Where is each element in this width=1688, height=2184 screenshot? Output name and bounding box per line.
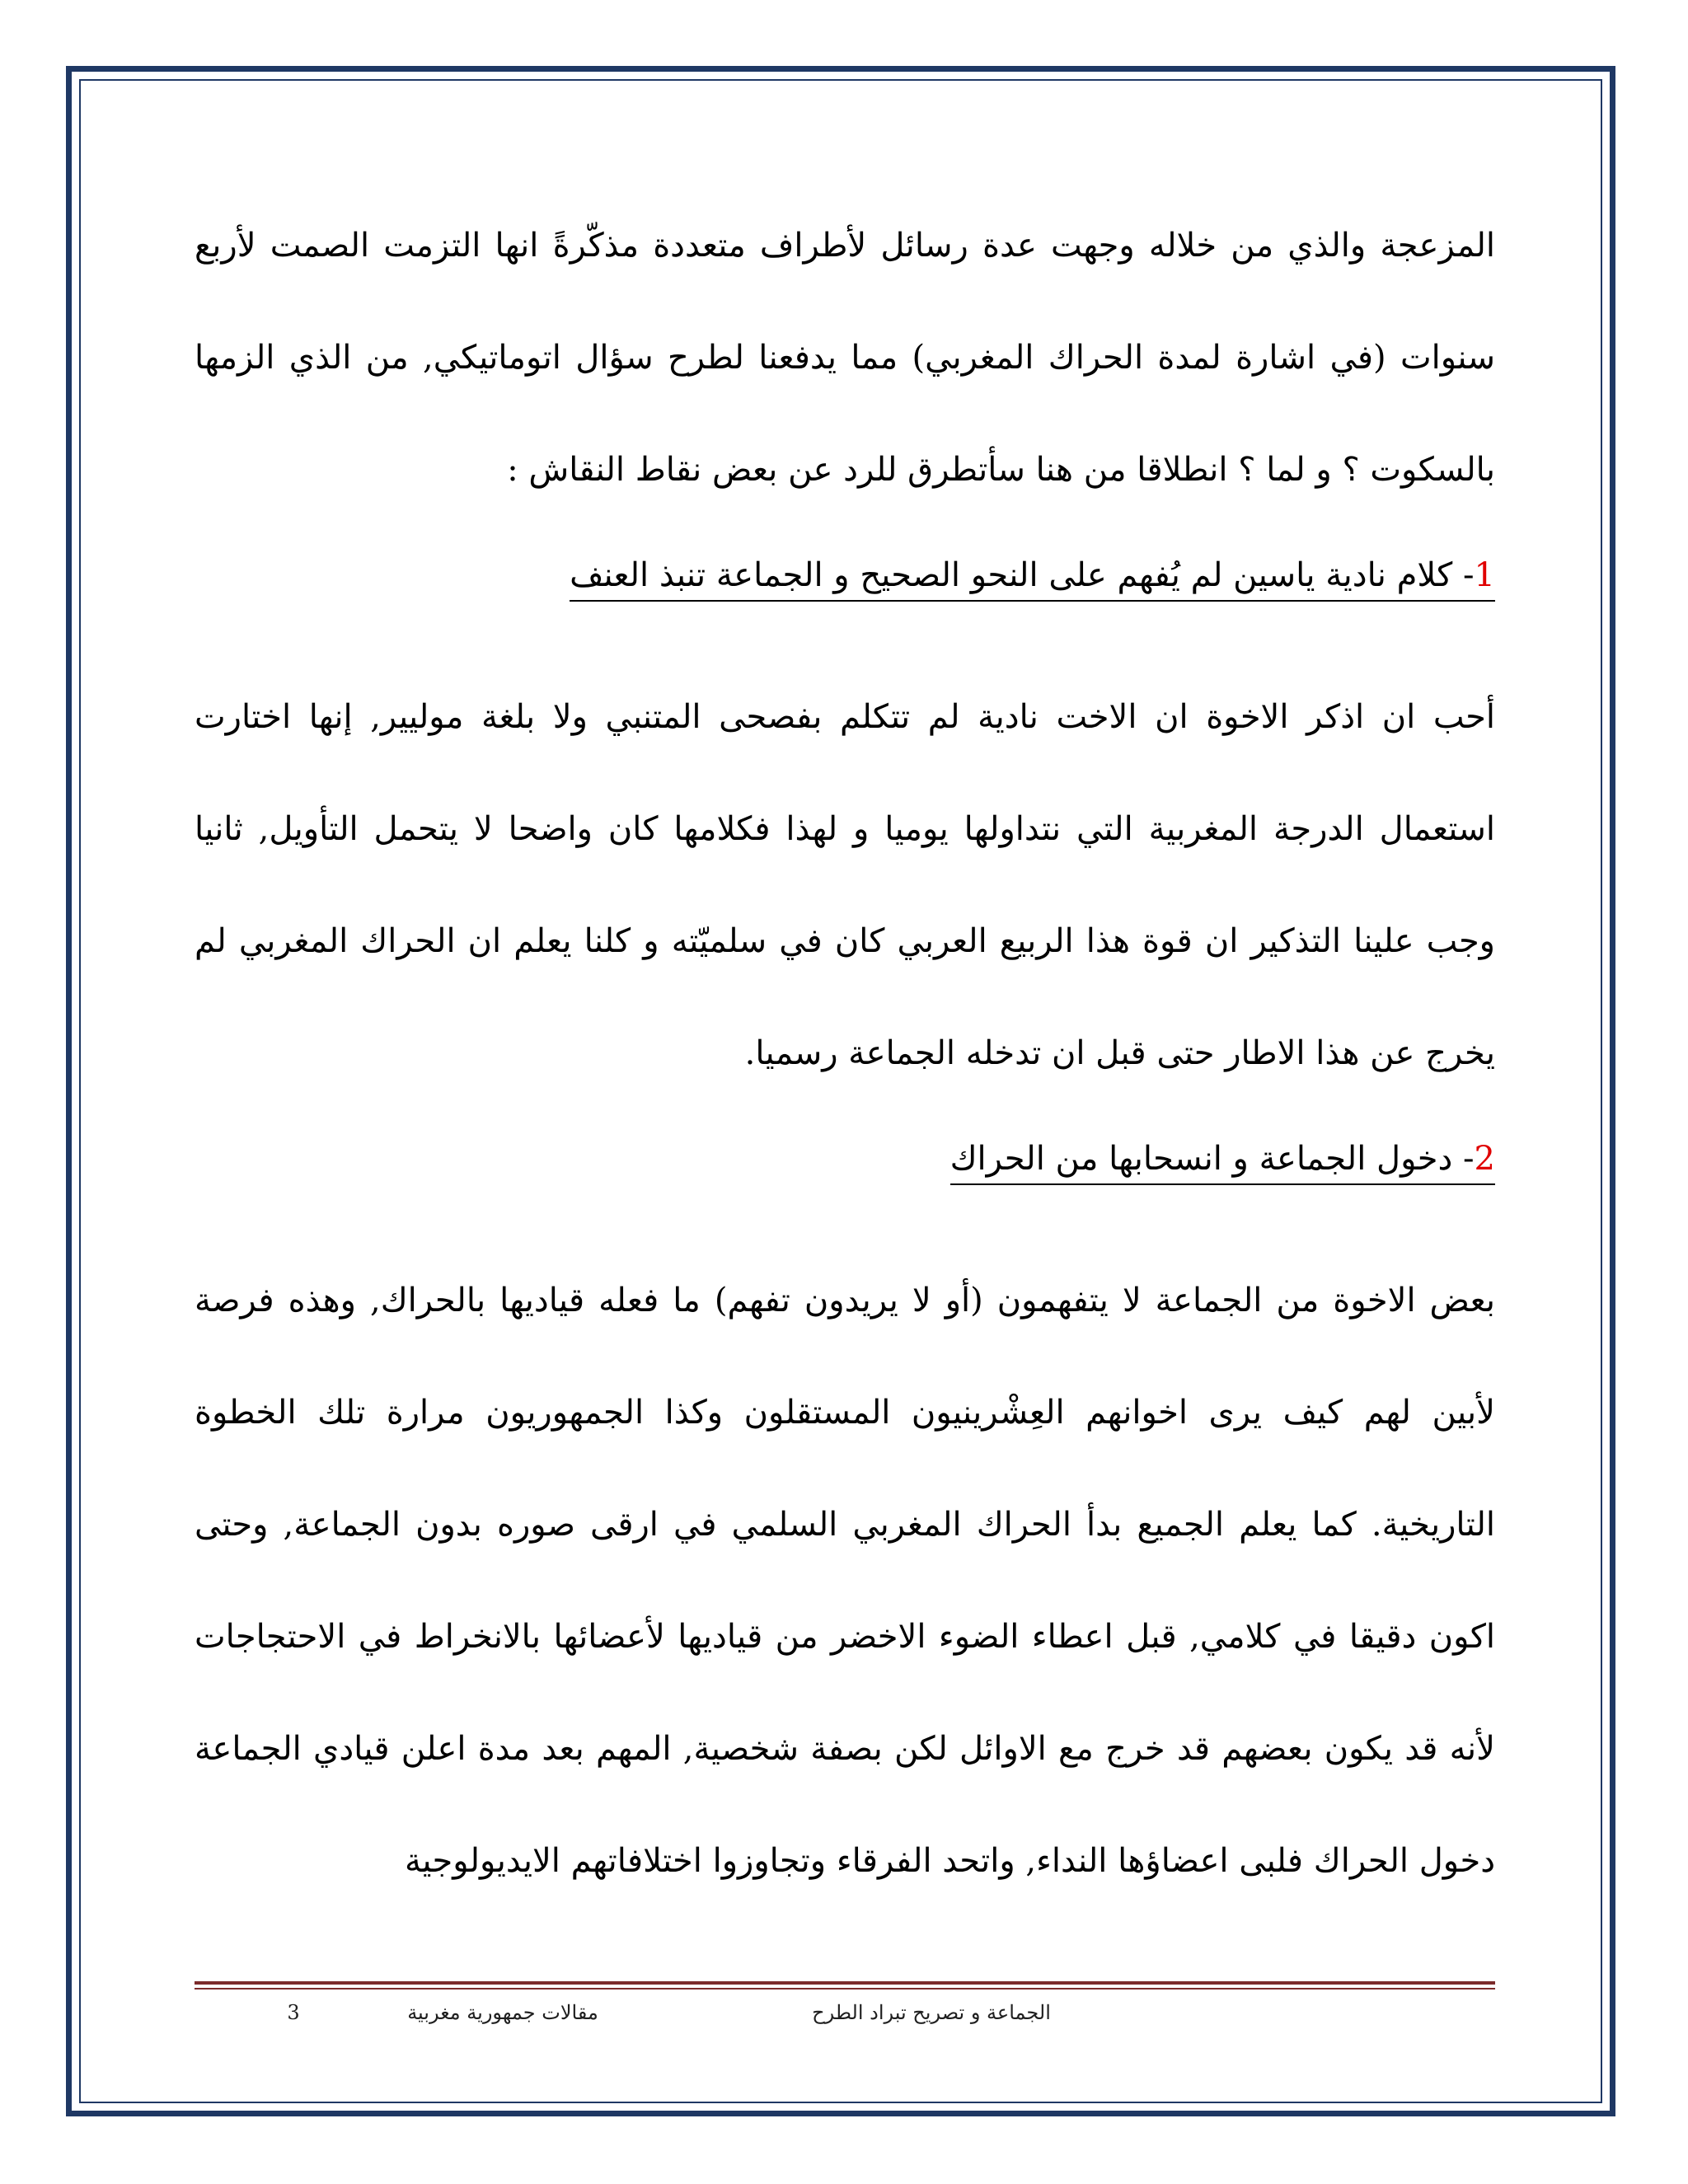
paragraph-section-2: بعض الاخوة من الجماعة لا يتفهمون (أو لا يريدون تفهم) ما فعله قياديها بالحراك, وهذه فرصة لأبين لهم كيف يرى اخوانهم العِشْرينيون المستقلون وكذا الجمهوريون مرارة تلك الخطوة التاريخية. كما يعلم الجميع بدأ الحراك المغربي السلمي في ارقى صوره بدون الجماعة, وحتى اكون دقيقا في كلامي, قبل اعطاء الضوء الاخضر من قياديها لأعضائها بالانخراط في الاحتجاجات لأنه قد يكون بعضهم قد خرج مع الاوائل لكن بصفة شخصية, المهم بعد مدة اعلن قيادي الجماعة دخول الحراك فلبى اعضاؤها النداء, واتحد الفرقاء وتجاوزوا اختلافاتهم الايديولوجية [195, 1282, 1495, 1880]
heading-text: - دخول الجماعة و انسحابها من الحراك [950, 1140, 1475, 1178]
footer-document-title: الجماعة و تصريح تبراد الطرح [812, 2001, 1051, 2024]
footer-rule-thick [195, 1981, 1495, 1985]
section-heading-1 [195, 552, 1495, 602]
heading-text: - كلام نادية ياسين لم يُفهم على النحو الصحيح و الجماعة تنبذ العنف [570, 556, 1475, 594]
section-heading-2 [195, 1136, 1495, 1185]
heading-number: 1 [1474, 556, 1495, 594]
heading-number: 2 [1474, 1140, 1495, 1178]
paragraph-section-1: أحب ان اذكر الاخوة ان الاخت نادية لم تتكلم بفصحى المتنبي ولا بلغة موليير, إنها اختارت استعمال الدرجة المغربية التي نتداولها يوميا و لهذا فكلامها كان واضحا لا يتحمل التأويل, ثانيا وجب علينا التذكير ان قوة هذا الربيع العربي كان في سلميّته و كلنا يعلم ان الحراك المغربي لم يخرج عن هذا الاطار حتى قبل ان تدخله الجماعة رسميا. [195, 698, 1496, 1072]
paragraph-intro: المزعجة والذي من خلاله وجهت عدة رسائل لأطراف متعددة مذكّرةً انها التزمت الصمت لأربع سنوات (في اشارة لمدة الحراك المغربي) مما يدفعنا لطرح سؤال اتوماتيكي, من الذي الزمها بالسكوت ؟ و لما ؟ انطلاقا من هنا سأتطرق للرد عن بعض نقاط النقاش : [195, 227, 1495, 489]
footer-site-name: مقالات جمهورية مغربية [407, 2001, 598, 2024]
footer-rule-thin [195, 1988, 1495, 1990]
article-body [195, 190, 1495, 1917]
footer-page-number: 3 [287, 2001, 300, 2024]
